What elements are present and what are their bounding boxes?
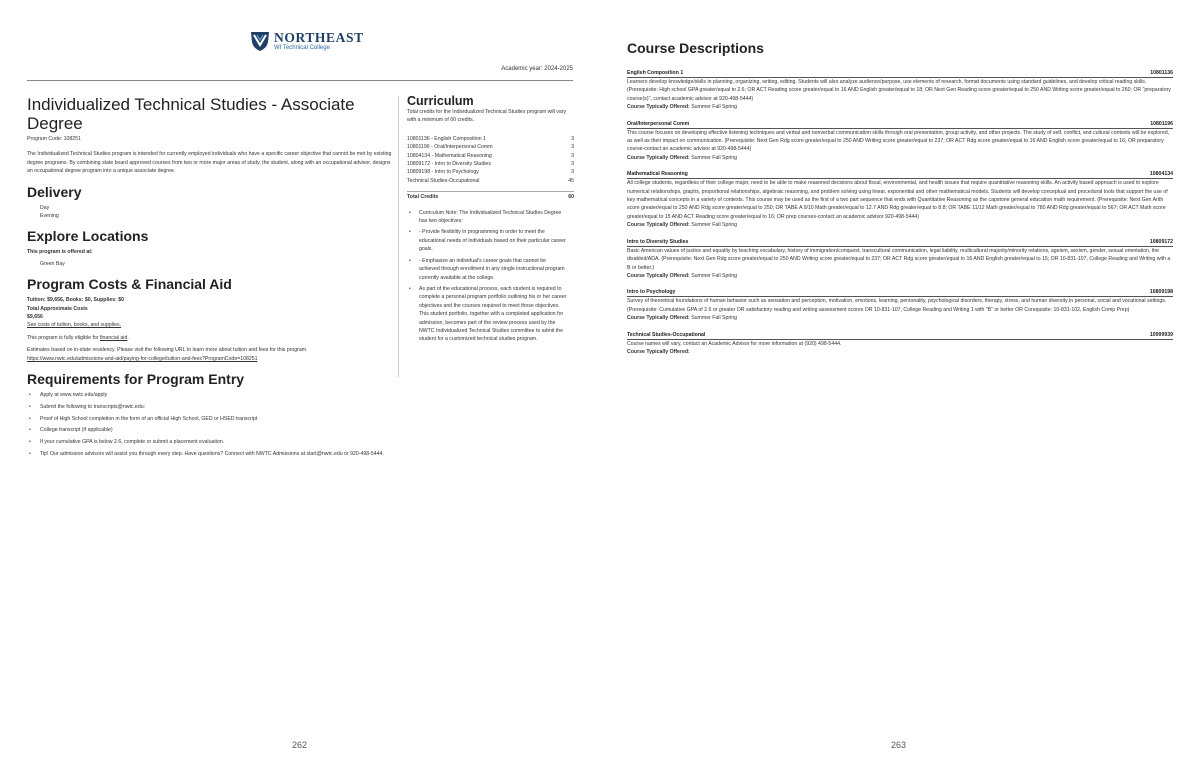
costs-heading: Program Costs & Financial Aid (27, 276, 232, 293)
course-entry (627, 170, 1173, 229)
tuition-url-link[interactable]: https://www.nwtc.edu/admissions-and-aid/paying-for-college/tuition-and-fees?ProgramCode=108251 (27, 355, 258, 362)
offered-label: Course Typically Offered: (627, 315, 690, 322)
course-offered (627, 154, 1173, 162)
locations-heading: Explore Locations (27, 228, 149, 245)
course-name: 10804134 - Mathematical Reasoning (407, 152, 492, 159)
offered-value: Summer Fall Spring (691, 272, 738, 279)
curriculum-row (407, 160, 574, 168)
course-title: Mathematical Reasoning (627, 171, 688, 178)
course-offered (627, 221, 1173, 229)
course-title: Oral/Interpersonal Comm (627, 120, 690, 127)
course-credits: 3 (571, 152, 574, 159)
program-code: Program Code: 108251 (27, 136, 81, 142)
course-descriptions-list (627, 69, 1173, 364)
course-number: 10809198 (1149, 289, 1173, 296)
course-title: Intro to Psychology (627, 289, 676, 296)
course-number: 10999939 (1149, 331, 1173, 338)
right-page (600, 0, 1200, 776)
course-name: 10809172 - Intro to Diversity Studies (407, 161, 491, 168)
course-credits: 3 (571, 161, 574, 168)
list-item: • Proof of High School completion in the form of an official High School, GED or HSED transcript (27, 415, 392, 423)
course-name: 10801196 - Oral/Interpersonal Comm (407, 144, 493, 151)
academic-year: Academic year: 2024-2025 (501, 66, 573, 72)
course-header (627, 120, 1173, 129)
total-cost-value: $9,656 (27, 314, 43, 321)
course-header (627, 331, 1173, 340)
delivery-item: Evening (40, 213, 59, 220)
course-credits: 3 (571, 144, 574, 151)
offered-value: Summer Fall Spring (691, 154, 738, 161)
curriculum-intro: Total credits for the Individualized Technical Studies program will vary with a minimum of 60 credits. (407, 109, 567, 124)
list-item: • Apply at www.nwtc.edu/apply (27, 391, 392, 399)
course-offered (627, 103, 1173, 111)
course-number: 10809172 (1149, 238, 1173, 245)
offered-at-label: This program is offered at: (27, 249, 93, 256)
delivery-heading: Delivery (27, 183, 82, 200)
program-overview (27, 95, 392, 462)
total-credits-label: Total Credits (407, 194, 439, 201)
curriculum-row (407, 143, 574, 151)
curriculum-section (407, 95, 574, 347)
curriculum-row (407, 177, 574, 185)
course-description: Learners develop knowledge/skills in planning, organizing, writing, editing. Students will also analyze audience/purpose, use elements of research, format documents using standard guidelines, and develop critical reading skills. (Prerequisite: High school GPA greater/equal to 2.6; OR ACT Reading score greater/equal to 16 AND English greater/equal to 18; OR Next Gen Reading score greater/equal to 250 AND Writing score greater/equal to 260; OR "preparatory course(s)", contact academic advisor at 920-498-5444) (627, 79, 1171, 102)
list-item: • Tip! Our admission advisors will assist you through every step. Have questions? Connect with NWTC Admissions at start@nwtc.edu or 920-498-5444. (27, 450, 392, 458)
cost-breakdown: Tuition: $9,656, Books: $0, Supplies: $0 (27, 297, 125, 304)
financial-aid-link[interactable]: financial aid (99, 334, 128, 341)
course-title: Technical Studies-Occupational (627, 331, 706, 338)
page-number: 263 (891, 740, 907, 750)
total-credits-row (407, 193, 574, 201)
list-item: • Curriculum Note: The Individualized Technical Studies Degree has two objectives: (407, 209, 574, 226)
course-name: Technical Studies-Occupational (407, 177, 480, 184)
delivery-item: Day (40, 204, 50, 211)
list-item: • As part of the educational process, each student is required to complete a personal program portfolio outlining his or her career objectives and the courses required to meet those objectives. This student portfolio, together with a completed application for admission, becomes part of the review process used by the NWTC Individualized Technical Studies committee to admit the student for a customized technical studies program. (407, 285, 574, 344)
course-name: 10801136 - English Composition 1 (407, 135, 486, 142)
course-descriptions-heading: Course Descriptions (627, 40, 764, 56)
financial-aid-eligibility (27, 334, 392, 342)
list-item: • Submit the following to transcripts@nwtc.edu: (27, 403, 392, 411)
curriculum-row (407, 152, 574, 160)
offered-label: Course Typically Offered: (627, 154, 690, 161)
page-title: Individualized Technical Studies - Associate Degree (27, 95, 355, 133)
offered-label: Course Typically Offered: (627, 104, 690, 111)
course-offered (627, 272, 1173, 280)
course-description: Course names will vary, contact an Academic Advisor for more information at (920) 498-5444. (627, 340, 842, 347)
college-logo (250, 30, 364, 52)
course-header (627, 69, 1173, 78)
course-credits: 45 (568, 177, 574, 184)
requirements-list (27, 391, 392, 458)
course-offered (627, 314, 1173, 322)
course-header (627, 170, 1173, 179)
course-title: English Composition 1 (627, 70, 684, 76)
offered-label: Course Typically Offered: (627, 222, 690, 229)
offered-value: Summer Fall Spring (691, 222, 738, 229)
list-item: • - Provide flexibility in programming in order to meet the educational needs of individuals based on their particular career goals. (407, 228, 574, 253)
curriculum-notes (407, 209, 574, 344)
offered-label: Course Typically Offered: (627, 272, 690, 279)
course-description: Survey of theoretical foundations of human behavior such as sensation and perception, motivation, emotions, learning, personality, psychological disorders, therapy, stress, and human diversity in personal, social and vocational settings. (Prerequisite: Cumulative GPA of 2.6 or greater OR satisfactory reading and writing assessment scores OR 10-831-107, College Reading and Writing 1 with "B" or better OR Corequisite: 10-831-102, English Comp Prep) (627, 298, 1167, 313)
course-entry (627, 120, 1173, 163)
course-header (627, 238, 1173, 247)
total-cost-label: Total Approximate Costs (27, 305, 88, 312)
list-item: • If your cumulative GPA is below 2.6, complete or submit a placement evaluation. (27, 438, 392, 446)
course-entry (627, 288, 1173, 322)
requirements-heading: Requirements for Program Entry (27, 371, 245, 388)
program-description: The Individualized Technical Studies program is intended for currently employed individuals who have a specific career objective that cannot be met by existing degree programs. By combining state board approved courses from two or more major areas of study, the student, along with an occupational advisor, designs an occupational degree program into a unique associate degree. (27, 151, 392, 175)
eligible-text: This program is fully eligible for (27, 334, 100, 341)
offered-value: Summer Fall Spring (691, 315, 738, 322)
course-credits: 3 (571, 169, 574, 176)
logo-subtitle: WI Technical College (274, 45, 330, 52)
offered-value: Summer Fall Spring (691, 104, 738, 111)
course-description: Basic American values of justice and equality by teaching vocabulary, history of immigration/conquest, transcultural communication, legal liability, multicultural majority/minority relations, ageism, sexism, gender, sexual orientation, the disabled/ADA. (Prerequisite: Next Gen Rdg score greater/equal to 250 AND Writing score greater/equal to 237; OR ACT Rdg score greater/equal to 16 AND English greater/equal to 15; OR 10-831-107, College Reading and Writing with a B or better.) (627, 247, 1171, 271)
course-number: 10801136 (1150, 70, 1173, 76)
course-offered (627, 348, 1173, 356)
offered-label: Course Typically Offered: (627, 348, 690, 355)
curriculum-course-list (407, 135, 574, 185)
total-credits-value: 60 (568, 194, 574, 201)
estimate-note: Estimates based on in-state residency. Please visit the following URL to learn more about tuition and fees for this program. (27, 347, 308, 354)
curriculum-row (407, 135, 574, 143)
course-header (627, 288, 1173, 297)
list-item: • - Emphasize an individual's career goals that cannot be achieved through enrollment in any single instructional program currently available at the college. (407, 257, 574, 282)
curriculum-heading: Curriculum (407, 94, 474, 108)
list-item: • College transcript (if applicable) (27, 426, 392, 434)
course-entry (627, 331, 1173, 357)
course-credits: 3 (571, 135, 574, 142)
course-entry (627, 238, 1173, 281)
header-divider (27, 80, 573, 81)
curriculum-row (407, 168, 574, 176)
course-entry (627, 69, 1173, 112)
total-divider (407, 191, 574, 192)
course-title: Intro to Diversity Studies (627, 238, 689, 245)
costs-link[interactable]: See costs of tuition, books, and supplies. (27, 322, 122, 329)
column-divider (398, 96, 399, 377)
logo-name: NORTHEAST (274, 29, 364, 45)
location-item: Green Bay (40, 260, 65, 267)
shield-logo-icon (250, 30, 270, 52)
course-number: 10804134 (1149, 171, 1173, 178)
course-number: 10801196 (1150, 120, 1173, 127)
page-number: 262 (292, 740, 308, 750)
course-name: 10809198 - Intro to Psychology (407, 169, 479, 176)
course-description: All college students, regardless of their college major, need to be able to make reasoned decisions about fiscal, environmental, and health issues that require quantitative reasoning skills. An activity based approach is used to explore numerical relationships, graphs, proportional relationships, algebraic reasoning, and problem solving using linear, exponential and other mathematical models. Students will develop conceptual and procedural tools that support the use of key mathematical concepts in a variety of contexts. This course may be used as the first of a two part sequence that ends with Quantitative Reasoning as the capstone general education math requirement. (Prerequisite: Next Gen Arith score greater/equal to 250 AND Rdg score greater/equal to 250; OR TABE A 9/10 Math greater/equal to 12.7 AND Rdg greater/equal to 8.8; OR TABE 11/12 Math greater/equal to 780 AND Rdg greater/equal to 567; OR ACT Math score greater/equal to 15 AND ACT Reading score greater/equal to 16; OR prep courses-contact an academic advisor 920-498-5444) (627, 180, 1168, 220)
eligible-suffix: . (127, 334, 129, 341)
course-description: This course focuses on developing effective listening techniques and verbal and nonverbal communication skills through oral presentation, group activity, and other projects. The study of self, conflict, and cultural contexts will be explored, as well as their impact on communication. (Prerequisite: Next Gen Rdg score greater/equal to 250 AND Writing score greater/equal to 237; OR ACT Rdg score greater/equal to 16 AND English score greater/equal to 16; OR preparatory course-contact an academic advisor at 920-498-5444) (627, 129, 1170, 153)
